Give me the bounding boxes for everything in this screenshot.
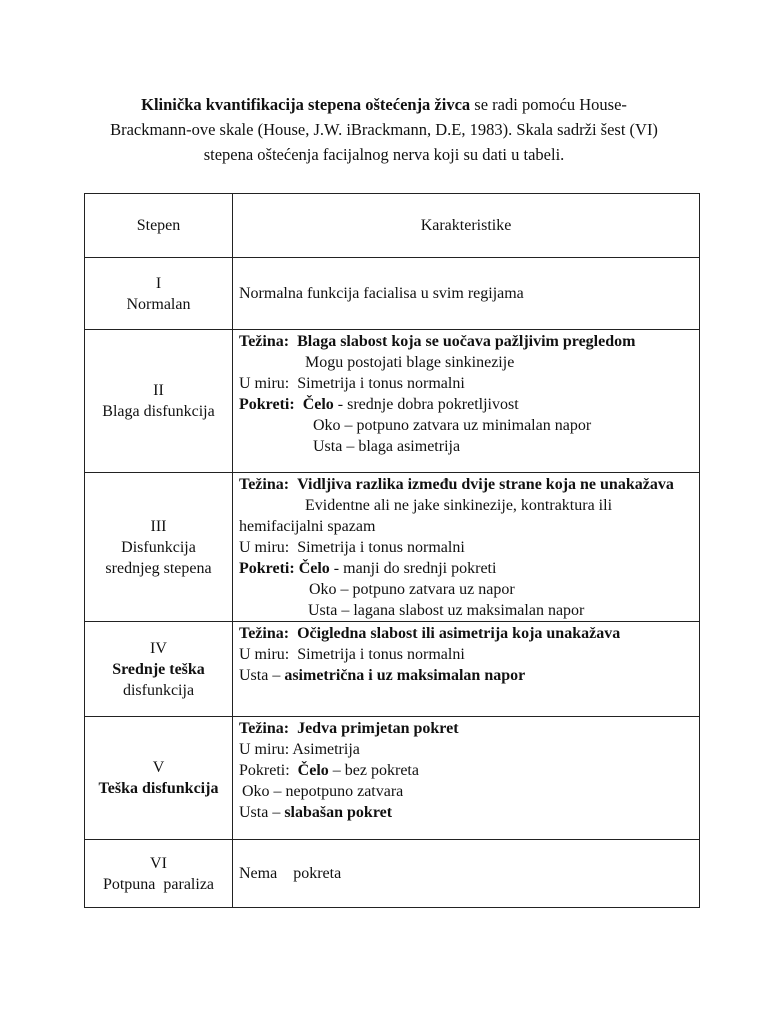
celo-label: Čelo	[298, 560, 330, 577]
umiru-text: Simetrija i tonus normalni	[297, 375, 465, 392]
tezina-continuation-1: Evidentne ali ne jake sinkinezije, kontraktura ili	[305, 497, 613, 514]
umiru-line	[239, 373, 697, 394]
celo-label: Čelo	[297, 762, 329, 779]
desc-cell-6	[233, 840, 700, 908]
table-header-row	[85, 194, 700, 258]
desc-cell-4	[233, 622, 700, 717]
oko-line: Oko – potpuno zatvara uz napor	[309, 581, 515, 598]
desc-cell-5	[233, 717, 700, 840]
grade-numeral: IV	[150, 639, 167, 657]
umiru-text: Simetrija i tonus normalni	[297, 646, 465, 663]
usta-label: Usta –	[239, 667, 285, 684]
desc-cell-1	[233, 258, 700, 330]
desc-cell-3	[233, 473, 700, 622]
usta-text: slabašan pokret	[284, 804, 393, 821]
grade-cell-3	[85, 473, 233, 622]
grade-name: Teška disfunkcija	[98, 780, 219, 797]
tezina-label: Težina:	[239, 333, 290, 350]
pokreti-label: Pokreti:	[239, 396, 295, 413]
pokreti-line	[239, 394, 697, 415]
grade-cell-4	[85, 622, 233, 717]
desc-cell-2	[233, 330, 700, 473]
intro-paragraph	[84, 92, 684, 167]
grade-name-line-1: Disfunkcija	[121, 538, 196, 556]
table-row-grade-4	[85, 622, 700, 717]
grade-numeral: VI	[150, 854, 167, 872]
usta-line: Usta – blaga asimetrija	[313, 438, 461, 455]
tezina-line	[239, 474, 697, 495]
grade-name: Blaga disfunkcija	[102, 403, 215, 420]
grade-numeral: V	[152, 759, 165, 776]
tezina-continuation: Mogu postojati blage sinkinezije	[305, 354, 515, 371]
tezina-line	[239, 331, 697, 352]
table-row-grade-1	[85, 258, 700, 330]
umiru-label: U miru:	[239, 646, 290, 663]
grade-numeral: III	[150, 517, 167, 535]
tezina-text: Vidljiva razlika između dvije strane koja ne unakažava	[297, 476, 674, 493]
intro-title: Klinička kvantifikacija stepena oštećenja živca	[141, 95, 471, 114]
grade-numeral: I	[155, 274, 162, 292]
usta-text: asimetrična i uz maksimalan napor	[284, 667, 526, 684]
usta-line: Usta – lagana slabost uz maksimalan napor	[308, 602, 585, 619]
pokreti-label: Pokreti:	[239, 762, 290, 779]
tezina-label: Težina:	[239, 720, 290, 737]
intro-line-1	[84, 92, 684, 117]
oko-line: Oko – nepotpuno zatvara	[242, 783, 404, 800]
table-row-grade-5	[85, 717, 700, 840]
tezina-label: Težina:	[239, 476, 290, 493]
tezina-line	[239, 718, 697, 739]
house-brackmann-table	[84, 193, 700, 908]
celo-text: - manji do srednji pokreti	[329, 560, 497, 577]
grade-numeral: II	[153, 382, 164, 399]
oko-line: Oko – potpuno zatvara uz minimalan napor	[313, 417, 592, 434]
tezina-text: Očigledna slabost ili asimetrija koja unakažava	[297, 625, 621, 642]
table-row-grade-6	[85, 840, 700, 908]
table-row-grade-2	[85, 330, 700, 473]
tezina-line	[239, 623, 697, 644]
header-karakteristike: Karakteristike	[233, 194, 700, 258]
usta-line	[239, 665, 697, 686]
pokreti-line	[239, 760, 697, 781]
grade-cell-6	[85, 840, 233, 908]
grade-name: Normalan	[126, 295, 191, 313]
grade-name: Potpuna paraliza	[102, 875, 215, 893]
desc-text: Nema pokreta	[239, 865, 342, 882]
pokreti-line	[239, 558, 697, 579]
tezina-text: Jedva primjetan pokret	[297, 720, 459, 737]
grade-cell-2	[85, 330, 233, 473]
usta-label: Usta –	[239, 804, 285, 821]
umiru-label: U miru:	[239, 539, 290, 556]
tezina-continuation-2: hemifacijalni spazam	[239, 518, 376, 535]
header-stepen: Stepen	[85, 194, 233, 258]
celo-text: – bez pokreta	[328, 762, 419, 779]
grade-name-line-1: Srednje teška	[112, 660, 205, 678]
tezina-text: Blaga slabost koja se uočava pažljivim pregledom	[297, 333, 636, 350]
celo-text: - srednje dobra pokretljivost	[333, 396, 519, 413]
intro-line-2: Brackmann-ove skale (House, J.W. iBrackmann, D.E, 1983). Skala sadrži šest (VI)	[110, 120, 658, 139]
intro-line-3: stepena oštećenja facijalnog nerva koji su dati u tabeli.	[203, 145, 565, 164]
grade-name-line-2: srednjeg stepena	[105, 559, 212, 577]
table-row-grade-3	[85, 473, 700, 622]
desc-text: Normalna funkcija facialisa u svim regijama	[239, 285, 524, 302]
umiru-line	[239, 537, 697, 558]
tezina-label: Težina:	[239, 625, 290, 642]
umiru-label: U miru:	[239, 375, 290, 392]
grade-cell-5	[85, 717, 233, 840]
usta-line	[239, 802, 697, 823]
pokreti-label: Pokreti:	[239, 560, 295, 577]
grade-name-line-2: disfunkcija	[122, 681, 195, 699]
umiru-text: Simetrija i tonus normalni	[297, 539, 465, 556]
umiru-line: U miru: Asimetrija	[239, 741, 360, 758]
umiru-line	[239, 644, 697, 665]
celo-label: Čelo	[302, 396, 334, 413]
intro-text-1: se radi pomoću House-	[470, 95, 627, 114]
grade-cell-1	[85, 258, 233, 330]
